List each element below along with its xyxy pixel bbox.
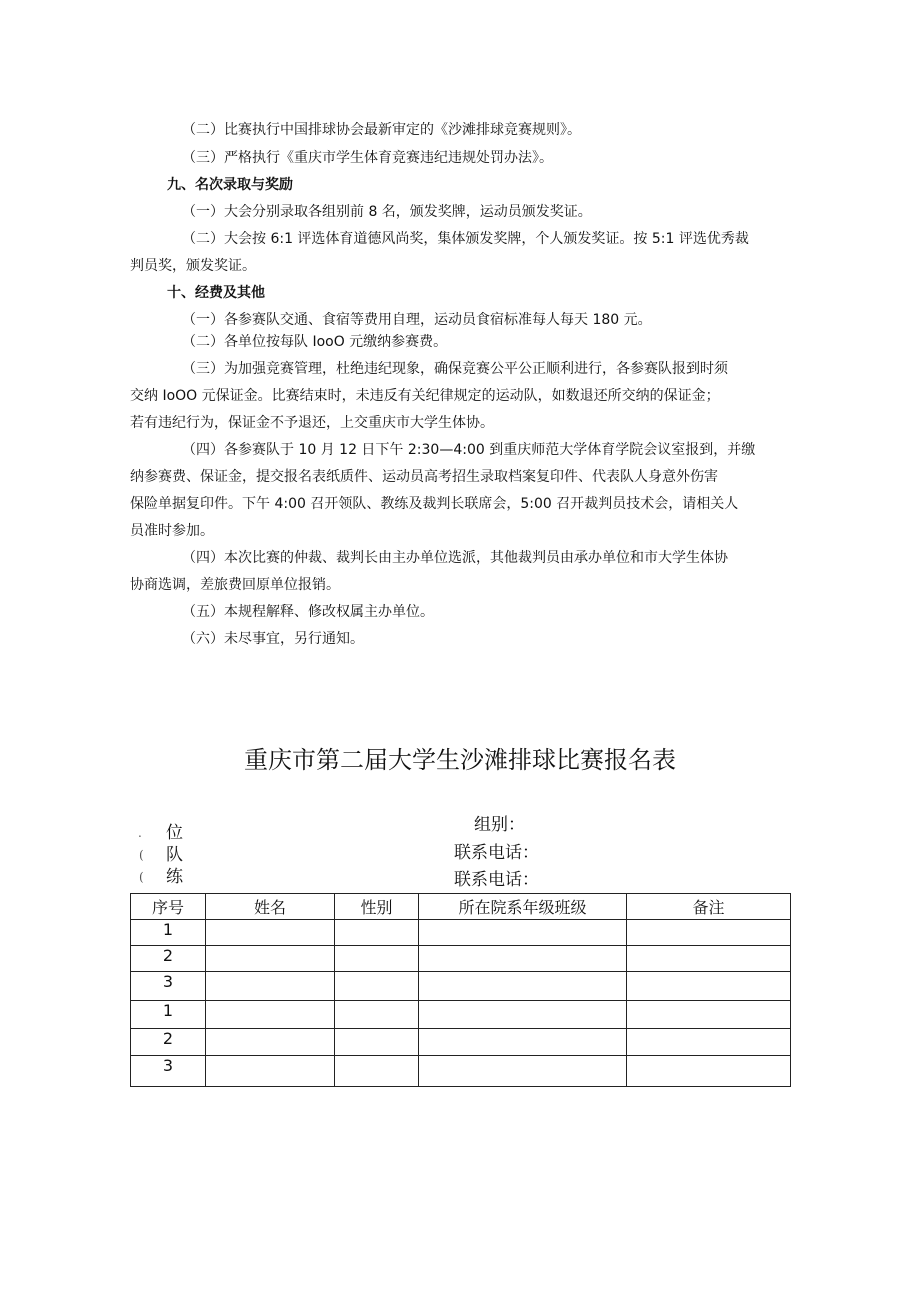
group-label: 组别： <box>474 815 525 835</box>
table-row <box>131 1001 791 1029</box>
table-cell[interactable] <box>206 1029 335 1056</box>
text-line: （六）未尽事宜，另行通知。 <box>182 631 364 647</box>
table-cell[interactable] <box>627 972 791 1001</box>
table-cell[interactable] <box>206 1001 335 1029</box>
table-row <box>131 972 791 1001</box>
text-line: （三）为加强竞赛管理，杜绝违纪现象，确保竞赛公平公正顺利进行，各参赛队报到时须 <box>182 361 728 377</box>
table-cell[interactable] <box>419 1001 627 1029</box>
table-cell[interactable] <box>419 972 627 1001</box>
table-cell[interactable] <box>335 1001 419 1029</box>
table-cell[interactable] <box>206 1056 335 1087</box>
text-line: 若有违纪行为，保证金不予退还，上交重庆市大学生体协。 <box>130 415 494 431</box>
label-mark: ( <box>139 870 144 884</box>
table-cell[interactable] <box>335 1056 419 1087</box>
table-row <box>131 920 791 946</box>
text-line: （四）本次比赛的仲裁、裁判长由主办单位选派，其他裁判员由承办单位和市大学生体协 <box>182 550 728 566</box>
text-line: （三）严格执行《重庆市学生体育竞赛违纪违规处罚办法》。 <box>182 150 553 166</box>
table-row <box>131 946 791 972</box>
coach-label: 练 <box>166 867 183 887</box>
table-cell[interactable] <box>206 972 335 1001</box>
table-cell[interactable] <box>206 920 335 946</box>
text-line: 保险单据复印件。下午 4:00 召开领队、教练及裁判长联席会，5:00 召开裁判员技术会，请相关人 <box>130 496 739 512</box>
table-cell[interactable] <box>627 1029 791 1056</box>
table-cell[interactable] <box>419 946 627 972</box>
text-line: （二）比赛执行中国排球协会最新审定的《沙滩排球竞赛规则》。 <box>182 122 581 138</box>
table-cell[interactable] <box>335 972 419 1001</box>
text-line: （五）本规程解释、修改权属主办单位。 <box>182 604 434 620</box>
text-line: 交纳 IoOO 元保证金。比赛结束时，未违反有关纪律规定的运动队，如数退还所交纳的保证金； <box>130 388 720 404</box>
label-mark: ( <box>139 848 144 862</box>
text-line: 纳参赛费、保证金，提交报名表纸质件、运动员高考招生录取档案复印件、代表队人身意外伤害 <box>130 469 718 485</box>
text-line: （四）各参赛队于 10 月 12 日下午 2:30—4:00 到重庆师范大学体育学院会议室报到，并缴 <box>182 442 756 458</box>
row-number: 3 <box>131 1056 206 1087</box>
phone-label: 联系电话： <box>454 870 539 890</box>
label-mark: . <box>138 826 142 840</box>
text-line: （一）各参赛队交通、食宿等费用自理，运动员食宿标准每人每天 180 元。 <box>182 312 652 328</box>
table-cell[interactable] <box>627 1001 791 1029</box>
text-line: （一）大会分别录取各组别前 8 名，颁发奖牌，运动员颁发奖证。 <box>182 204 592 220</box>
text-line: （二）大会按 6:1 评选体育道德风尚奖，集体颁发奖牌，个人颁发奖证。按 5:1 评选优秀裁 <box>182 231 749 247</box>
text-line: （二）各单位按每队 IooO 元缴纳参赛费。 <box>182 334 448 350</box>
header-name: 姓名 <box>206 894 335 920</box>
table-cell[interactable] <box>627 946 791 972</box>
phone-label: 联系电话： <box>454 843 539 863</box>
table-cell[interactable] <box>419 1029 627 1056</box>
team-label: 队 <box>166 845 183 865</box>
table-cell[interactable] <box>335 920 419 946</box>
header-gender: 性别 <box>335 894 419 920</box>
row-number: 2 <box>131 946 206 972</box>
section-heading: 九、名次录取与奖励 <box>167 177 293 193</box>
header-remarks: 备注 <box>627 894 791 920</box>
unit-label: 位 <box>166 823 183 843</box>
registration-table <box>130 893 791 1087</box>
table-row <box>131 1056 791 1087</box>
table-cell[interactable] <box>206 946 335 972</box>
row-number: 3 <box>131 972 206 1001</box>
row-number: 2 <box>131 1029 206 1056</box>
header-department: 所在院系年级班级 <box>419 894 627 920</box>
row-number: 1 <box>131 1001 206 1029</box>
text-line: 员准时参加。 <box>130 523 214 539</box>
table-cell[interactable] <box>627 920 791 946</box>
table-cell[interactable] <box>419 920 627 946</box>
table-cell[interactable] <box>335 1029 419 1056</box>
section-heading: 十、经费及其他 <box>167 285 265 301</box>
text-line: 判员奖，颁发奖证。 <box>130 258 256 274</box>
table-cell[interactable] <box>335 946 419 972</box>
table-cell[interactable] <box>419 1056 627 1087</box>
row-number: 1 <box>131 920 206 946</box>
form-title: 重庆市第二届大学生沙滩排球比赛报名表 <box>244 746 676 774</box>
table-row <box>131 1029 791 1056</box>
header-number: 序号 <box>131 894 206 920</box>
table-cell[interactable] <box>627 1056 791 1087</box>
text-line: 协商选调，差旅费回原单位报销。 <box>130 577 340 593</box>
